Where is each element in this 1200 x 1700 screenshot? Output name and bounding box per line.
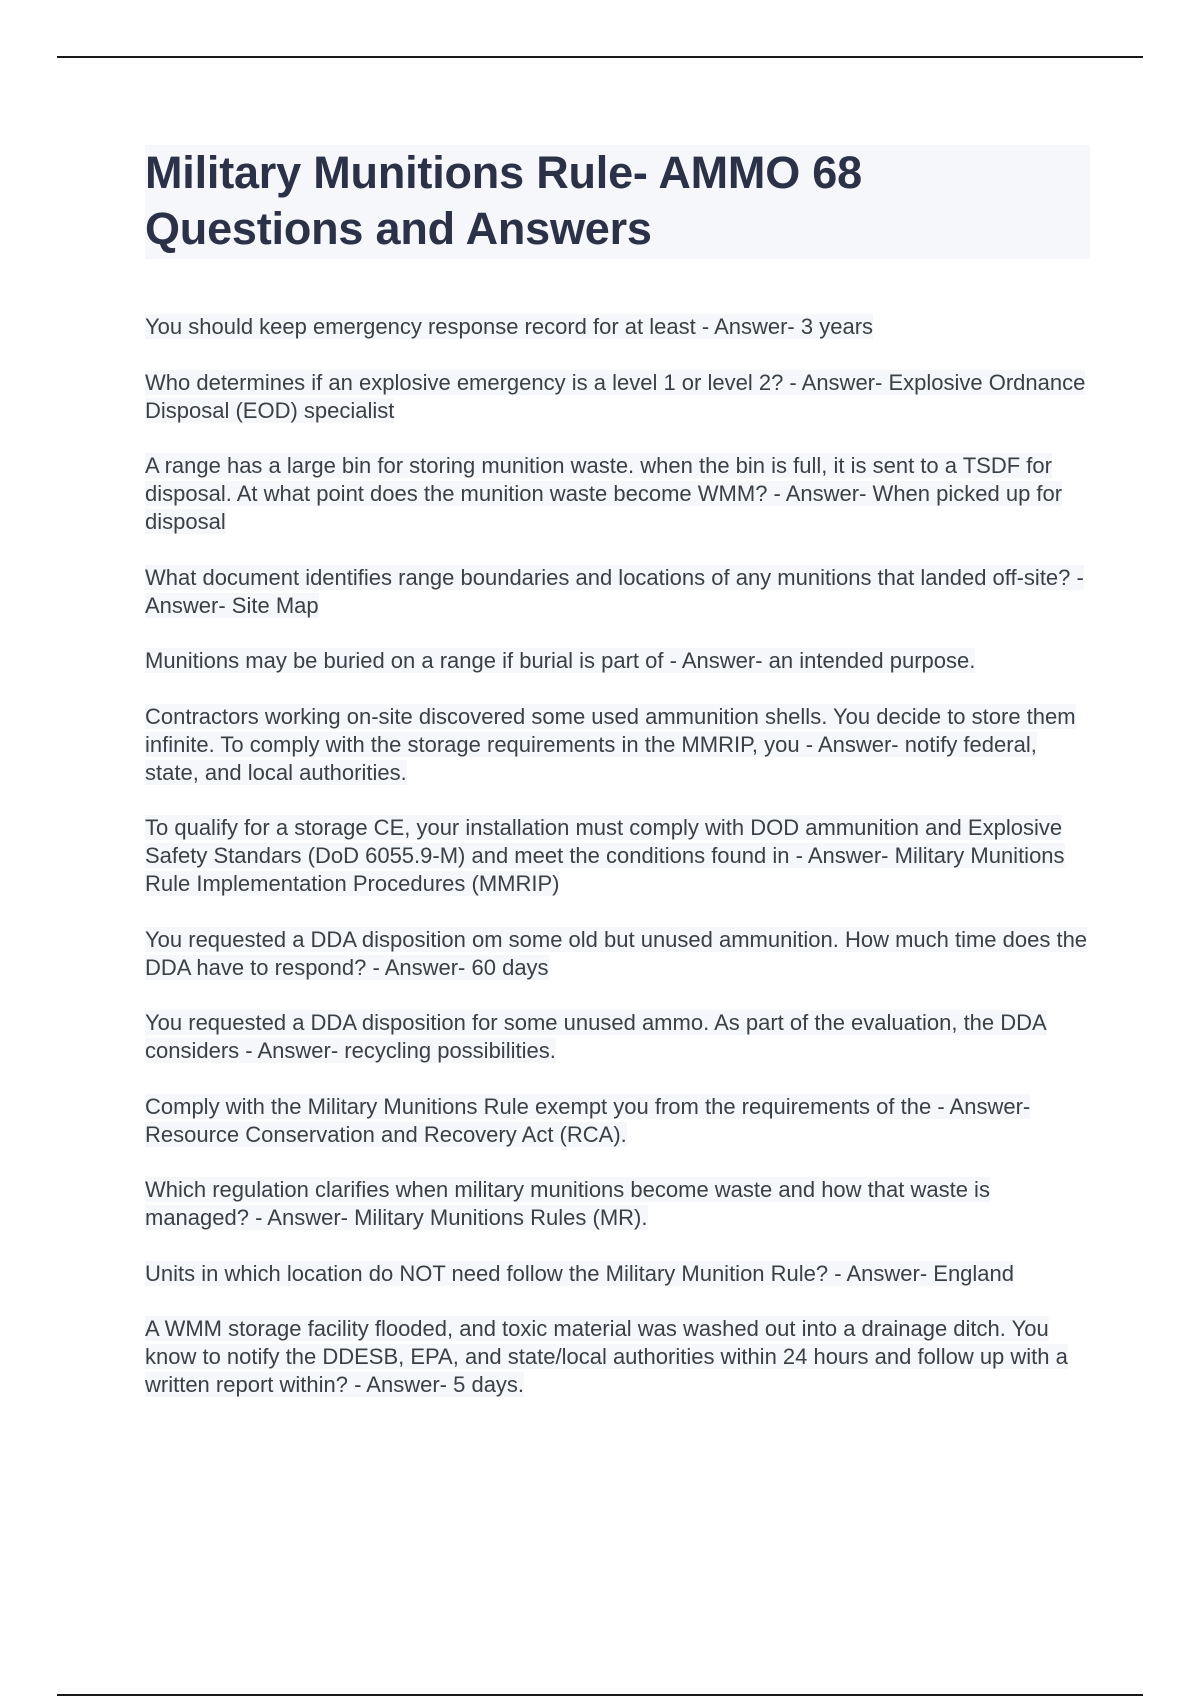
qa-text: A WMM storage facility flooded, and toxic material was washed out into a drainage ditch. You know to notify the DDESB, EPA, and state/local authorities within 24 hours and follow up with a written report within? - Answer- 5 days. [145, 1316, 1068, 1397]
qa-item [145, 564, 1090, 620]
qa-item [145, 452, 1090, 536]
qa-item [145, 647, 1090, 675]
qa-text: Comply with the Military Munitions Rule exempt you from the requirements of the - Answer- Resource Conservation and Recovery Act (RCA). [145, 1093, 1031, 1147]
qa-item [145, 1315, 1090, 1399]
qa-text: Which regulation clarifies when military munitions become waste and how that waste is managed? - Answer- Military Munitions Rules (MR). [145, 1177, 990, 1230]
qa-item [145, 1009, 1090, 1065]
qa-text: To qualify for a storage CE, your installation must comply with DOD ammunition and Explosive Safety Standars (DoD 6055.9-M) and meet the conditions found in - Answer- Military Munitions Rule Implementation Procedures (MMRIP) [145, 815, 1065, 896]
qa-item [145, 926, 1090, 982]
qa-item [145, 313, 1090, 341]
document-body [145, 145, 1090, 1427]
qa-item [145, 1176, 1090, 1232]
qa-text: Who determines if an explosive emergency is a level 1 or level 2? - Answer- Explosive Ordnance Disposal (EOD) specialist [145, 369, 1086, 423]
qa-text: Units in which location do NOT need follow the Military Munition Rule? - Answer- England [145, 1260, 1015, 1286]
bottom-rule [57, 1694, 1143, 1696]
qa-text: Munitions may be buried on a range if burial is part of - Answer- an intended purpose. [145, 648, 976, 673]
qa-item [145, 1093, 1090, 1149]
qa-text: You requested a DDA disposition om some old but unused ammunition. How much time does the DDA have to respond? - Answer- 60 days [145, 926, 1088, 980]
qa-text: What document identifies range boundaries and locations of any munitions that landed off-site? - Answer- Site Map [145, 564, 1084, 618]
qa-text: Contractors working on-site discovered some used ammunition shells. You decide to store them infinite. To comply with the storage requirements in the MMRIP, you - Answer- notify federal, state, and local authorities. [145, 703, 1076, 785]
qa-text: You requested a DDA disposition for some unused ammo. As part of the evaluation, the DDA considers - Answer- recycling possibilities. [145, 1010, 1047, 1063]
qa-text: A range has a large bin for storing munition waste. when the bin is full, it is sent to a TSDF for disposal. At what point does the munition waste become WMM? - Answer- When picked up for disposal [145, 453, 1063, 534]
qa-item [145, 1260, 1090, 1288]
title-block [145, 145, 1090, 259]
qa-item [145, 369, 1090, 425]
document-title: Military Munitions Rule- AMMO 68 Questions and Answers [145, 147, 862, 254]
qa-text: You should keep emergency response record for at least - Answer- 3 years [145, 314, 874, 339]
qa-item [145, 814, 1090, 898]
qa-list [145, 313, 1090, 1399]
top-rule [57, 56, 1143, 58]
qa-item [145, 703, 1090, 787]
